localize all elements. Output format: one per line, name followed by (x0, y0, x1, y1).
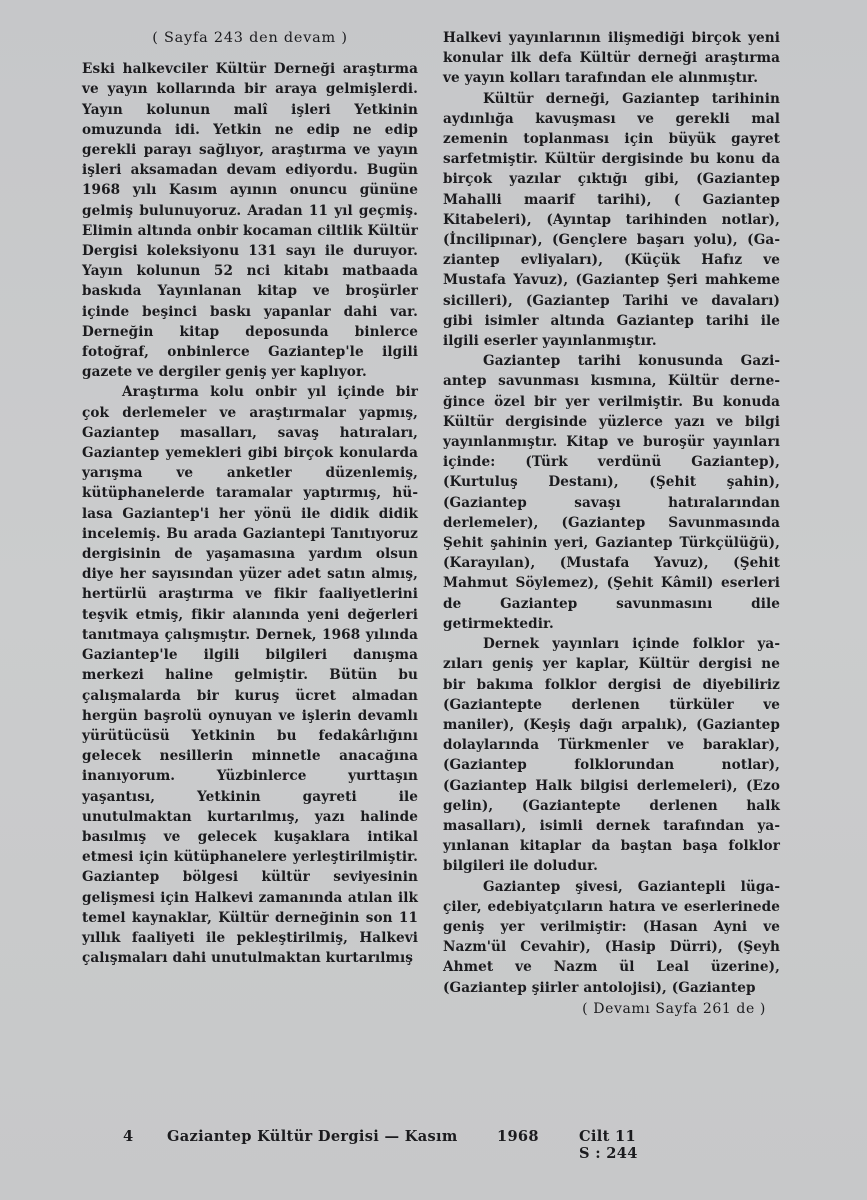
continued-from-note: ( Sayfa 243 den devam ) (152, 30, 348, 46)
paragraph: Eski halkevciler Kültür Derneği araştırma ve yayın kollarında bir araya gelmişlerdi. Yayın kolunun malî işleri Yetkinin omuzunda idi. Yetkin ne edip ne edip gerekli parayı sağlıyor, araştırma ve yayın işleri aksamadan devam ediyordu. Bugün 1968 yılı Kasım ayının onuncu gününe gelmiş bulunuyoruz. Aradan 11 yıl geçmiş. Elimin altında onbir kocaman ciltlik Kültür Dergisi koleksiyonu 131 sayı ile duruyor. Yayın kolunun 52 nci kitabı matbaada baskıda Yayınlanan kitap ve broşürler içinde beşinci baskı yapanlar dahi var. Derneğin kitap deposunda binlerce fotoğraf, onbinlerce Gaziantep'le ilgili gazete ve dergiler geniş yer kaplıyor. (82, 61, 418, 381)
paragraph: Araştırma kolu onbir yıl içinde bir çok derlemeler ve araştırmalar yapmış, Gaziantep masalları, savaş hatıraları, Gaziantep yemekleri gibi birçok konularda yarışma ve anketler düzenlemiş, kütüphanelerde taramalar yaptırmış, hülasa Gaziantep'i her yönü ile didik didik incelemiş. Bu arada Gaziantepi Tanıtıyoruz dergisinin de yaşamasına yardım olsun diye her sayısından yüzer adet satın almış, hertürlü araştırma ve fikir faaliyetlerini teşvik etmiş, fikir alanında yeni değerleri tanıtmaya çalışmıştır. Dernek, 1968 yılında Gaziantep'le ilgili bilgileri danışma merkezi haline gelmiştir. Bütün bu çalışmalarda bir kuruş ücret almadan hergün başrolü oynuyan ve işlerin devamlı yürütücüsü Yetkinin bu fedakârlığını gelecek nesillerin minnetle anacağına inanıyorum. Yüzbinlerce yurttaşın yaşantısı, Yetkinin gayreti ile unutulmaktan kurtarılmış, yazı halinde basılmış ve gelecek kuşaklara intikal etmesi için kütüphanelere yerleştirilmiştir. Gaziantep bölgesi kültür seviyesinin gelişmesi için Halkevi zamanında atılan ilk temel kaynaklar, Kültür derneğinin son 11 yıllık faaliyeti ile pekleştirilmiş, Halkevi çalışmaları dahi unutulmaktan kurtarılmış (82, 384, 418, 967)
volume-issue: Cilt 11 S : 244 (579, 1128, 638, 1162)
page-footer (123, 1128, 743, 1162)
left-column (82, 28, 418, 968)
paragraph: Kültür derneği, Gaziantep tarihinin aydınlığa kavuşması ve gerekli mal zemenin toplanması için büyük gayret sarfetmiştir. Kültür dergisinde bu konu da birçok yazılar çıktığı gibi, (Gaziantep Mahalli maarif tarihi), ( Gaziantep Kitabeleri), (Ayıntap tarihinden notlar), (İncilipınar), (Gençlere başarı yolu), (Gaziantep evliyaları), (Küçük Hafız ve Mustafa Yavuz), (Gaziantep Şeri mahkeme sicilleri), (Gaziantep Tarihi ve davaları) gibi isimler altında Gaziantep tarihi ile ilgili eserler yayınlanmıştır. (443, 90, 780, 350)
right-column (443, 28, 780, 1019)
paragraph: Dernek yayınları içinde folklor yazıları geniş yer kaplar, Kültür dergisi ne bir bakıma folklor dergisi de diyebiliriz (Gaziantepte derlenen türküler ve maniler), (Keşiş dağı arpalık), (Gaziantep dolaylarında Türkmenler ve baraklar), (Gaziantep folklorundan notlar), (Gaziantep Halk bilgisi derlemeleri), (Ezo gelin), (Gaziantepte derlenen halk masalları), isimli dernek tarafından yayınlanan kitaplar da baştan başa folklor bilgileri ile doludur. (443, 636, 780, 875)
page-number: 4 (123, 1128, 134, 1145)
journal-name: Gaziantep Kültür Dergisi — Kasım (167, 1128, 458, 1145)
issue-year: 1968 (497, 1128, 539, 1145)
paragraph: Gaziantep tarihi konusunda Gaziantep savunması kısmına, Kültür derneğince özel bir yer verilmiştir. Bu konuda Kültür dergisinde yüzlerce yazı ve bilgi yayınlanmıştır. Kitap ve buroşür yayınları içinde: (Türk verdünü Gaziantep), (Kurtuluş Destanı), (Şehit şahin), (Gaziantep savaşı hatıralarından derlemeler), (Gaziantep Savunmasında Şehit şahinin yeri, Gaziantep Türkçülüğü), (Karayılan), (Mustafa Yavuz), (Şehit Mahmut Söylemez), (Şehit Kâmil) eserleri de Gaziantep savunmasını dile getirmektedir. (443, 353, 780, 632)
paragraph: Halkevi yayınlarının ilişmediği birçok yeni konular ilk defa Kültür derneği araştırma ve yayın kolları tarafından ele alınmıştır. (443, 30, 780, 87)
continued-on-note: ( Devamı Sayfa 261 de ) (582, 1000, 766, 1017)
paragraph: Gaziantep şivesi, Gaziantepli lügaçiler, edebiyatçıların hatıra ve eserlerinede geniş yer verilmiştir: (Hasan Ayni ve Nazm'ül Cevahir), (Hasip Dürri), (Şeyh Ahmet ve Nazm ül Leal üzerine), (Gaziantep şiirler antolojisi), (Gaziantep (443, 878, 780, 996)
